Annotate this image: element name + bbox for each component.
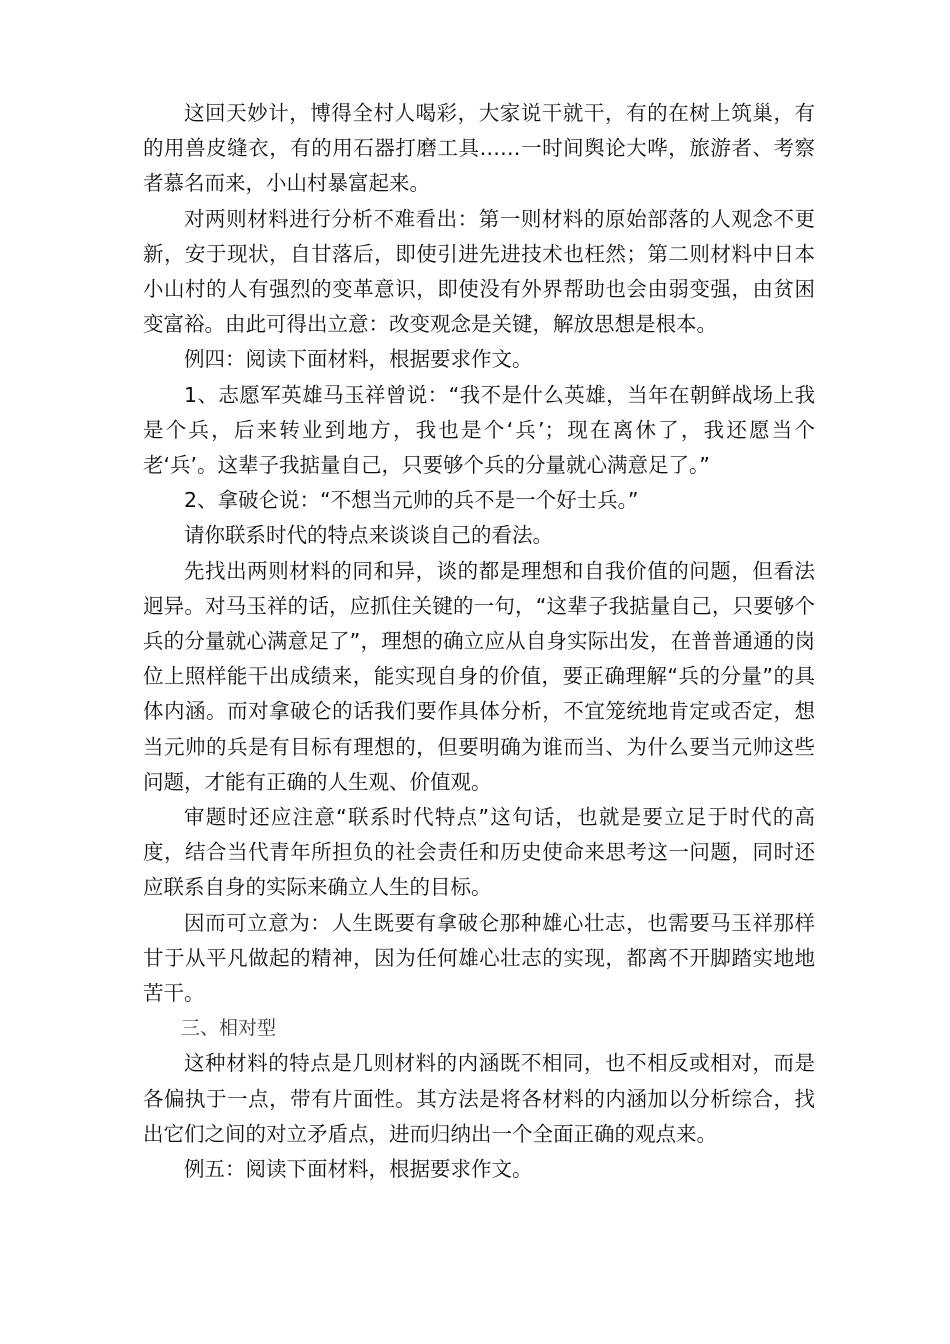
paragraph-conclusion: 因而可立意为：人生既要有拿破仑那种雄心壮志，也需要马玉祥那样甘于从平凡做起的精神，因为任何雄心壮志的实现，都离不开脚踏实地地苦干。 [143, 910, 815, 1006]
paragraph-material-napoleon: 2、拿破仑说：“不想当元帅的兵不是一个好士兵。” [184, 488, 639, 513]
paragraph-prompt: 请你联系时代的特点来谈谈自己的看法。 [184, 523, 553, 548]
paragraph-example-four: 例四：阅读下面材料，根据要求作文。 [184, 347, 533, 372]
paragraph-village-story: 这回天妙计，博得全村人喝彩，大家说干就干，有的在树上筑巢，有的用兽皮缝衣，有的用石器打磨工具……一时间舆论大哗，旅游者、考察者慕名而来，小山村暴富起来。 [143, 101, 815, 196]
paragraph-compare-materials: 先找出两则材料的同和异，谈的都是理想和自我价值的问题，但看法迥异。对马玉祥的话，应抓住关键的一句，“这辈子我掂量自己，只要够个兵的分量就心满意足了”，理想的确立应从自身实际出发，在普普通通的岗位上照样能干出成绩来，能实现自身的价值，要正确理解“兵的分量”的具体内涵。而对拿破仑的话我们要作具体分析，不宜笼统地肯定或否定，想当元帅的兵是有目标有理想的，但要明确为谁而当、为什么要当元帅这些问题，才能有正确的人生观、价值观。 [143, 558, 815, 794]
document-page [143, 96, 815, 1187]
paragraph-relative-type-description: 这种材料的特点是几则材料的内涵既不相同，也不相反或相对，而是各偏执于一点，带有片面性。其方法是将各材料的内涵加以分析综合，找出它们之间的对立矛盾点，进而归纳出一个全面正确的观点来。 [143, 1051, 815, 1146]
paragraph-analysis-two-materials: 对两则材料进行分析不难看出：第一则材料的原始部落的人观念不更新，安于现状，自甘落后，即使引进先进技术也枉然；第二则材料中日本小山村的人有强烈的变革意识，即使没有外界帮助也会由弱变强，由贫困变富裕。由此可得出立意：改变观念是关键，解放思想是根本。 [143, 206, 815, 337]
paragraph-example-five: 例五：阅读下面材料，根据要求作文。 [184, 1157, 533, 1182]
section-heading-relative-type: 三、相对型 [181, 1017, 277, 1040]
paragraph-era-characteristics: 审题时还应注意“联系时代特点”这句话，也就是要立足于时代的高度，结合当代青年所担负的社会责任和历史使命来思考这一问题，同时还应联系自身的实际来确立人生的目标。 [143, 805, 815, 900]
paragraph-material-ma-yuxiang: 1、志愿军英雄马玉祥曾说：“我不是什么英雄，当年在朝鲜战场上我是个兵，后来转业到地方，我也是个‘兵’；现在离休了，我还愿当个老‘兵’。这辈子我掂量自己，只要够个兵的分量就心满意足了。” [143, 382, 815, 478]
